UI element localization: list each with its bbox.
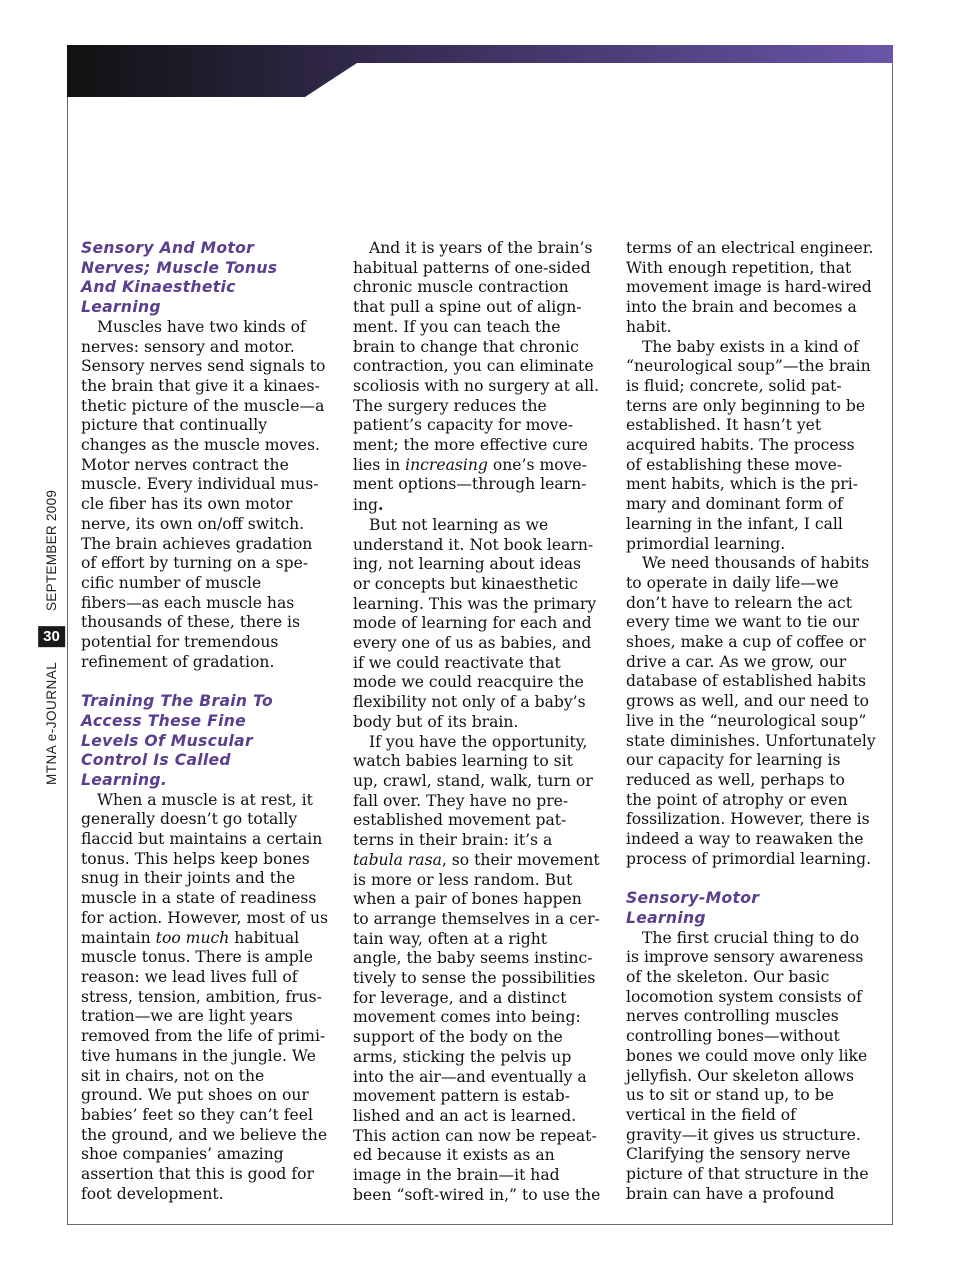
emphasis: increasing xyxy=(405,455,488,474)
journal-name: MTNA e-JOURNAL xyxy=(44,661,59,785)
paragraph: But not learning as we understand it. Not book learn- ing, not learning about ideas or concepts but kinaesthetic learning. This was the primary mode of learning for each and every one of us as babies, and if we could reactivate that mode we could reacquire the flexibility not only of a baby’s body but of its brain. xyxy=(353,515,597,731)
heading-sensory-motor-nerves: Sensory And Motor Nerves; Muscle Tonus And Kinaesthetic Learning xyxy=(81,239,278,317)
paragraph: The first crucial thing to do is improve sensory awareness of the skeleton. Our basic locomotion system consists of nerves controlling muscles controlling bones—without bones we could move only like jellyfish. Our skeleton allows us to sit or stand up, to be vertical in the field of gravity—it gives us structure. Clarifying the sensory nerve picture of that structure in the brain can have a profound xyxy=(626,928,869,1203)
paragraph: We need thousands of habits to operate in daily life—we don’t have to relearn the act every time we want to tie our shoes, make a cup of coffee or drive a car. As we grow, our database of established habits grows as well, and our need to live in the “neurological soup” state diminishes. Unfortunately our capacity for learning is reduced as well, perhaps to the point of atrophy or even fossilization. However, there is indeed a way to reawaken the process of primordial learning. xyxy=(626,554,876,868)
paragraph: And it is years of the brain’s habitual patterns of one-sided chronic muscle contraction that pull a spine out of align- ment. If you can teach the brain to change that chronic contraction, you can eliminate scoliosis with no surgery at all. The surgery reduces the patient’s capacity for move- ment; the more effective cure lies in increasing one’s move- ment options—through learn- ing. xyxy=(353,239,600,515)
header-band-dark xyxy=(67,45,893,97)
page-number: 30 xyxy=(38,626,65,647)
heading-sensory-motor-learning: Sensory-Motor Learning xyxy=(626,889,760,927)
side-running-head xyxy=(41,490,62,785)
paragraph: The baby exists in a kind of “neurological soup”—the brain is fluid; concrete, solid pat- terns are only beginning to be established. It hasn’t yet acquired habits. The process of establishing these move- ment habits, which is the pri- mary and dominant form of learning in the infant, I call primordial learning. xyxy=(626,337,871,553)
column-2 xyxy=(353,239,615,1205)
heading-training-the-brain: Training The Brain To Access These Fine Levels Of Muscular Control Is Called Learning. xyxy=(81,692,273,789)
paragraph: If you have the opportunity, watch babies learning to sit up, crawl, stand, walk, turn or fall over. They have no pre- established movement pat- terns in their brain: it’s a tabula rasa, so their movement is more or less random. But when a pair of bones happen to arrange themselves in a cer- tain way, often at a right angle, the baby seems instinc- tively to sense the possibilities for leverage, and a distinct movement comes into being: support of the body on the arms, sticking the pelvis up into the air—and eventually a movement pattern is estab- lished and an act is learned. This action can now be repeat- ed because it exists as an image in the brain—it had been “soft-wired in,” to use the xyxy=(353,732,601,1204)
column-3 xyxy=(626,239,888,1204)
paragraph: Muscles have two kinds of nerves: sensory and motor. Sensory nerves send signals to the brain that give it a kinaes- thetic picture of the muscle—a picture that continually changes as the muscle moves. Motor nerves contract the muscle. Every individual mus- cle fiber has its own motor nerve, its own on/off switch. The brain achieves gradation of effort by turning on a spe- cific number of muscle fibers—as each muscle has thousands of these, there is potential for tremendous refinement of gradation. xyxy=(81,317,326,671)
column-1 xyxy=(81,239,343,1204)
issue-date: SEPTEMBER 2009 xyxy=(44,489,59,612)
emphasis: tabula rasa xyxy=(353,850,442,869)
emphasis: too much xyxy=(155,928,230,947)
paragraph-continued: terms of an electrical engineer. With enough repetition, that movement image is hard-wired into the brain and becomes a habit. xyxy=(626,239,874,336)
paragraph: When a muscle is at rest, it generally doesn’t go totally flaccid but maintains a certain tonus. This helps keep bones snug in their joints and the muscle in a state of readiness for action. However, most of us maintain too much habitual muscle tonus. There is ample reason: we lead lives full of stress, tension, ambition, frus- tration—we are light years removed from the life of primi- tive humans in the jungle. We sit in chairs, not on the ground. We put shoes on our babies’ feet so they can’t feel the ground, and we believe the shoe companies’ amazing assertion that this is good for foot development. xyxy=(81,790,329,1203)
header-band xyxy=(67,45,893,97)
